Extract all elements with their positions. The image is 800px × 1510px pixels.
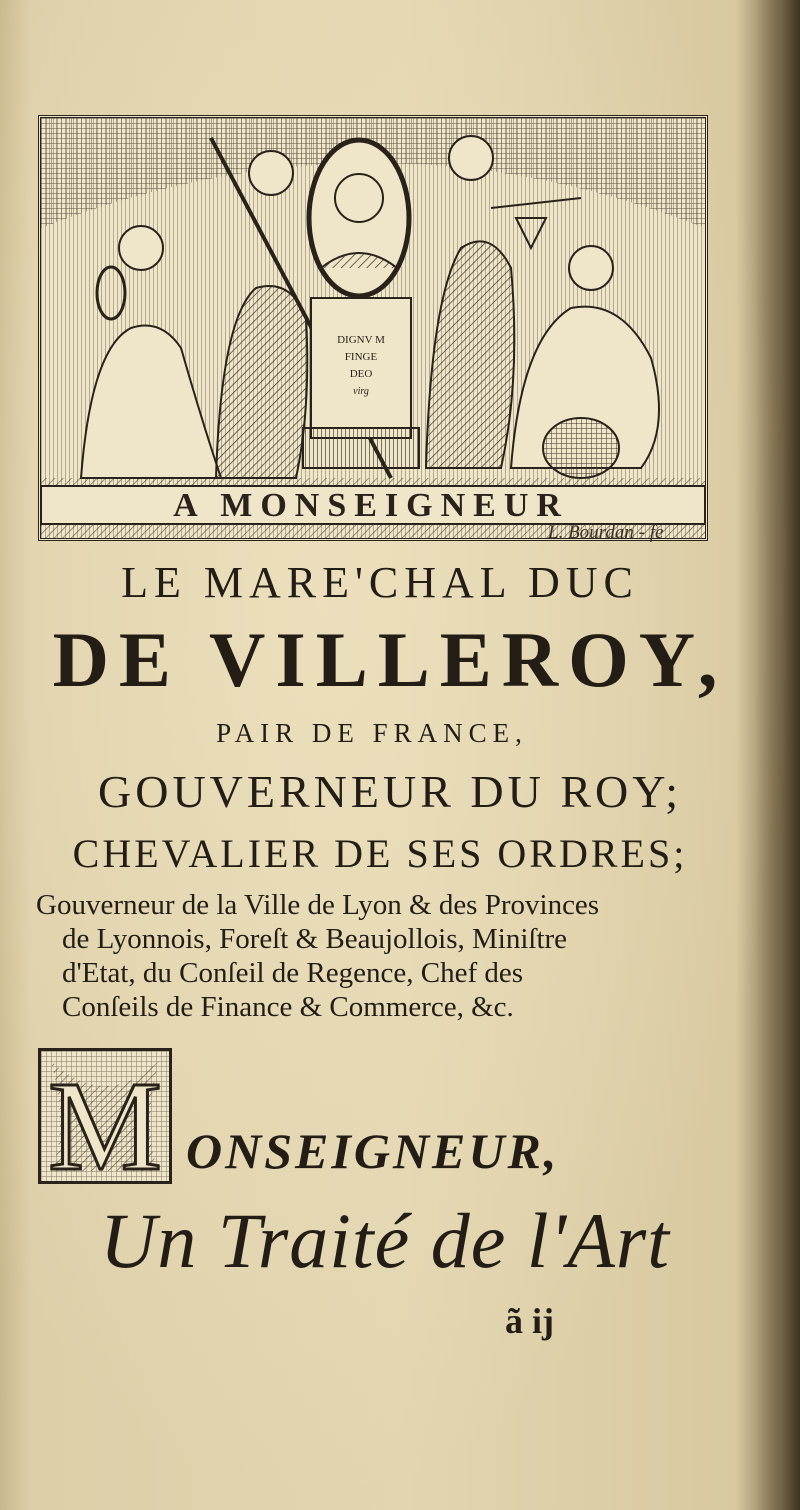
body-line: Gouverneur de la Ville de Lyon & des Provinces <box>36 889 600 921</box>
body-line: d'Etat, du Conſeil de Regence, Chef des <box>62 957 524 989</box>
title-line-5: CHEVALIER DE SES ORDRES; <box>72 831 688 876</box>
pedestal-line-4: virg <box>353 386 369 397</box>
title-line-3: PAIR DE FRANCE, <box>216 718 528 748</box>
artist-signature: L. Bourdan - fe <box>548 522 664 543</box>
pedestal-line-1: DIGNV M <box>337 334 385 346</box>
title-line-2: DE VILLEROY, <box>52 616 728 703</box>
engraving-illustration <box>41 118 705 538</box>
dropcap-letter: M <box>48 1055 162 1181</box>
dropcap-illustration <box>41 1051 169 1181</box>
dedication-banner: A MONSEIGNEUR <box>173 487 569 524</box>
ornamental-dropcap <box>38 1048 172 1184</box>
pedestal-line-3: DEO <box>349 368 373 380</box>
frontispiece-engraving <box>38 115 708 541</box>
titles-paragraph <box>36 888 716 1024</box>
title-line-4: GOUVERNEUR DU ROY; <box>98 766 682 817</box>
body-line: Conſeils de Finance & Commerce, &c. <box>62 991 514 1023</box>
pedestal-line-2: FINGE <box>344 351 378 363</box>
title-line-1: LE MARE'CHAL DUC <box>121 558 639 607</box>
body-line: de Lyonnois, Foreſt & Beaujollois, Miniſtre <box>62 923 568 955</box>
salutation: ONSEIGNEUR, <box>186 1123 560 1179</box>
signature-mark: ã ij <box>505 1301 554 1341</box>
page-gutter-shadow <box>755 0 800 1510</box>
opening-line: Un Traité de l'Art <box>100 1197 670 1284</box>
